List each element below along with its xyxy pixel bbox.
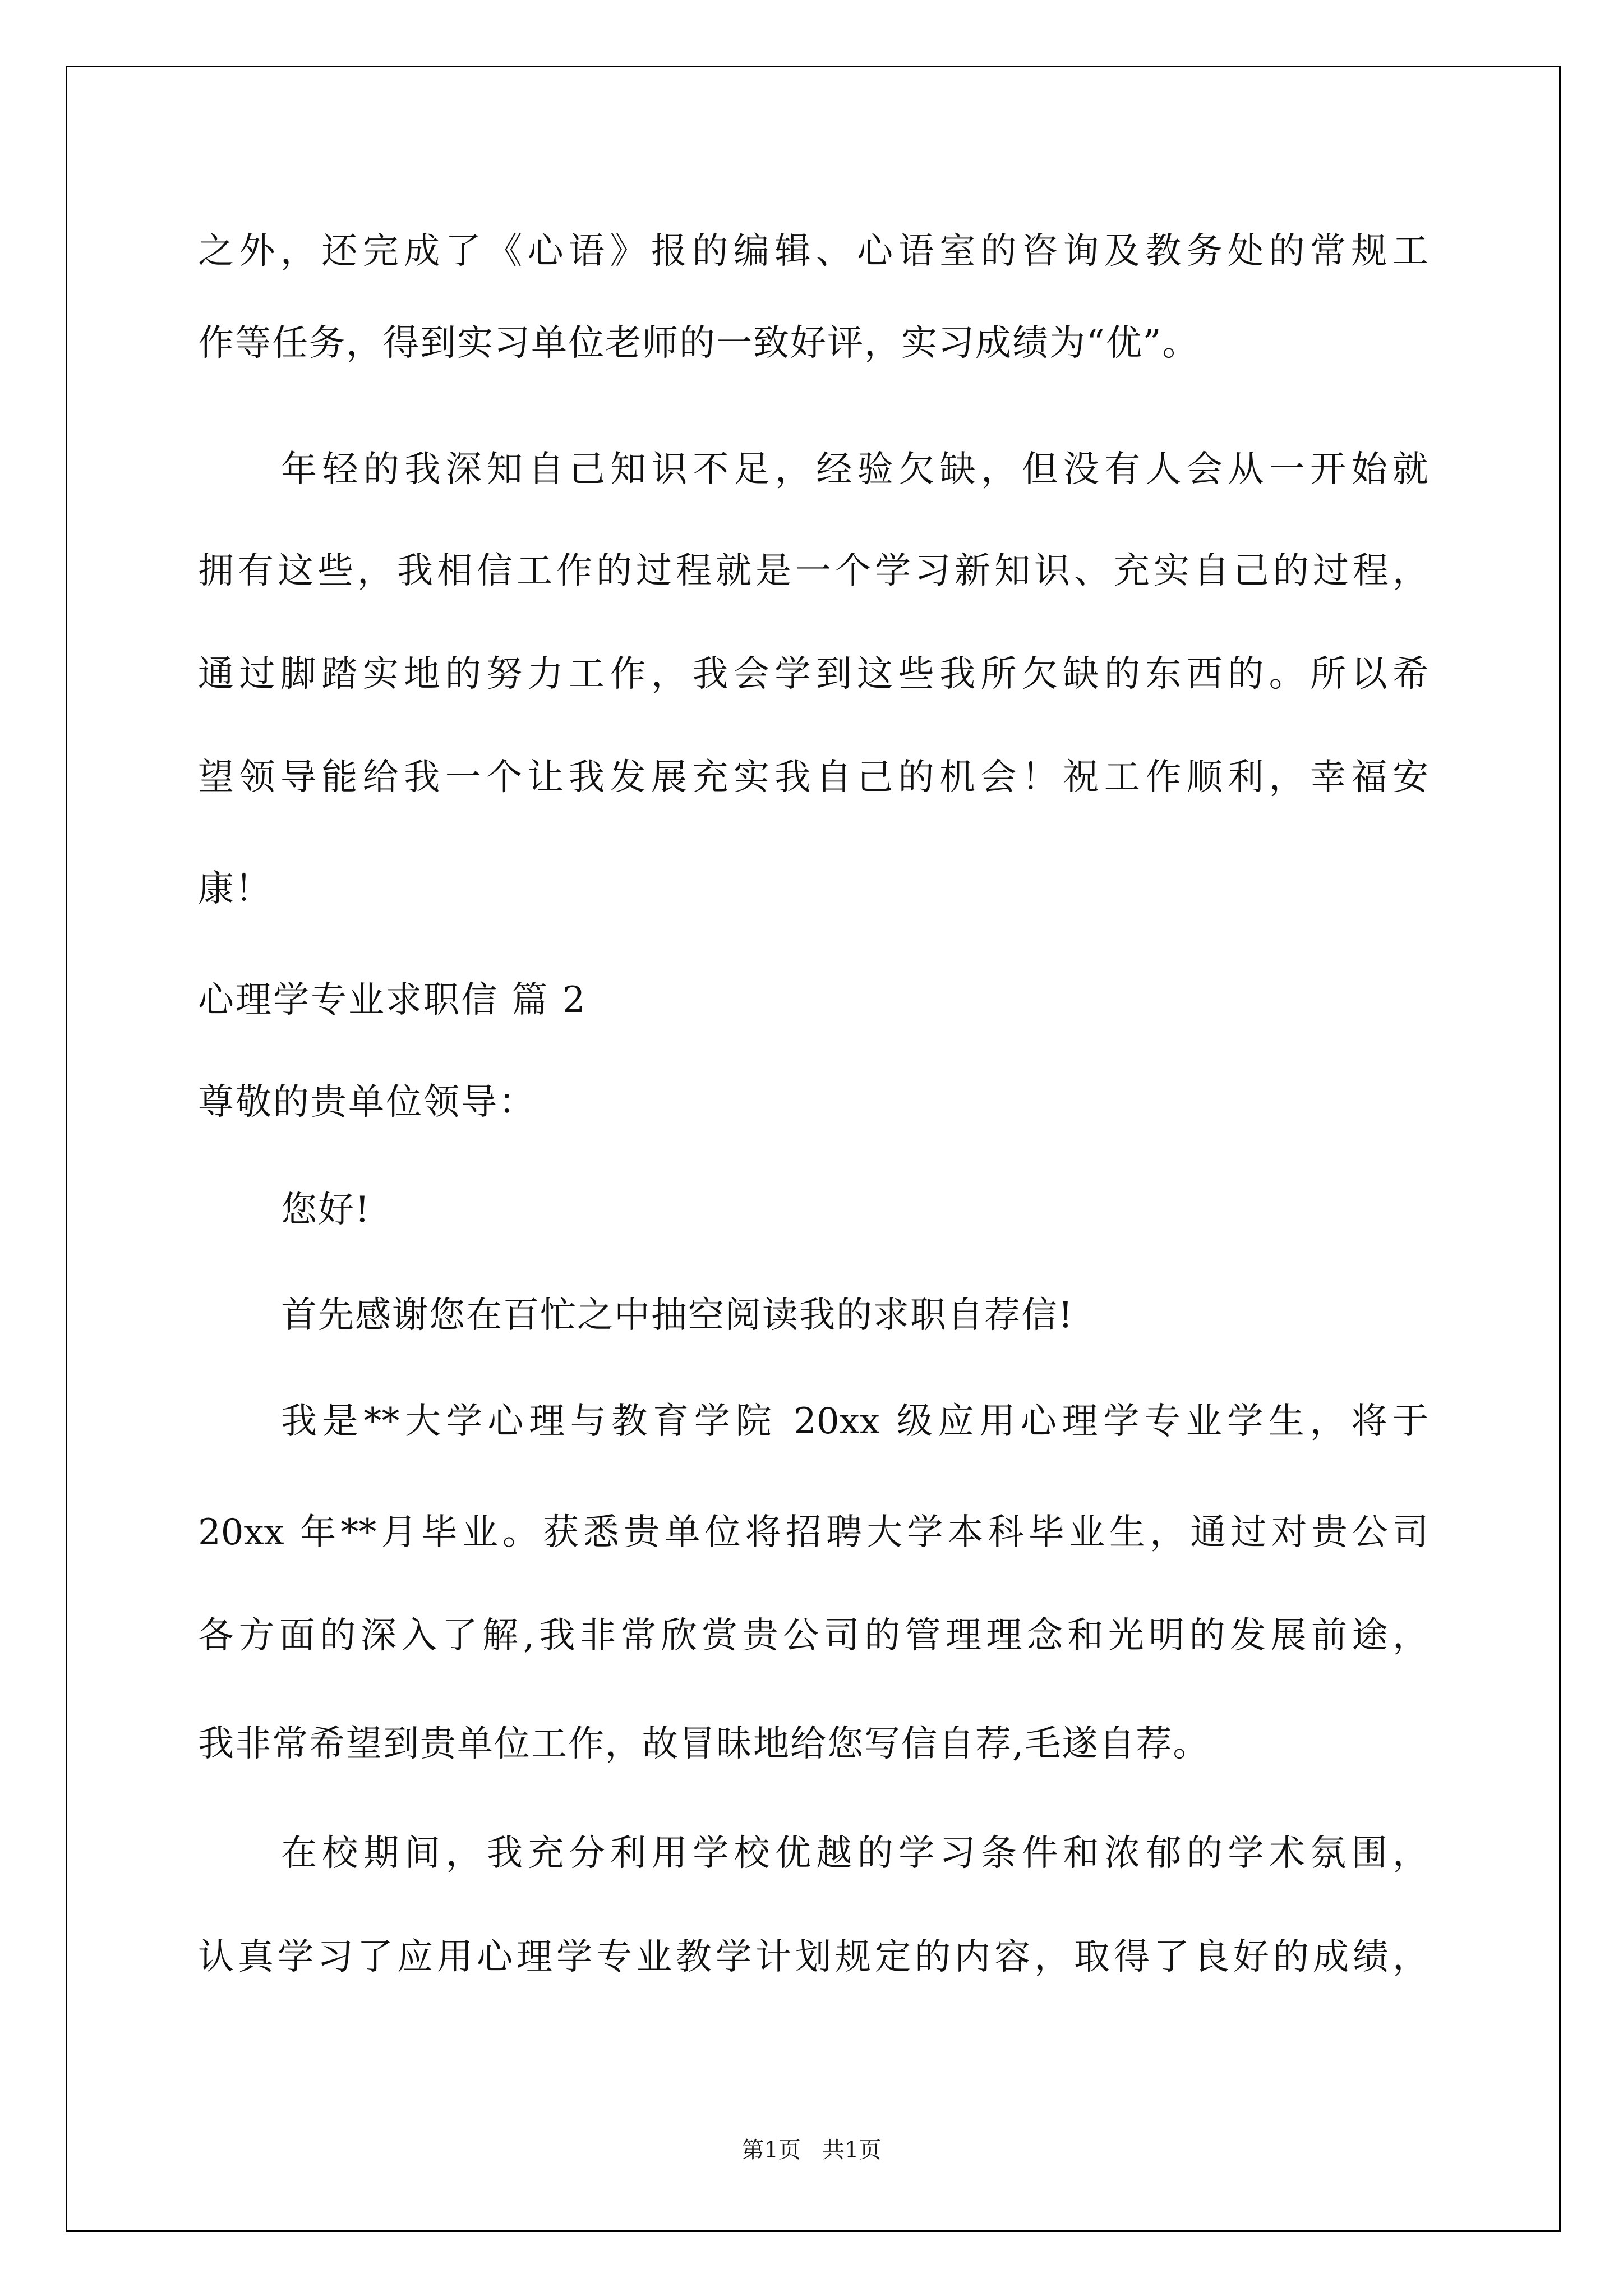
body-line-7: 康！	[198, 868, 272, 910]
body-line-12: 我是**大学心理与教育学院 20xx 级应用心理学专业学生，将于	[281, 1401, 1428, 1442]
body-line-15: 我非常希望到贵单位工作，故冒昧地给您写信自荐,毛遂自荐。	[198, 1723, 1210, 1765]
body-line-2: 作等任务，得到实习单位老师的一致好评，实习成绩为“优”。	[198, 323, 1200, 364]
body-line-5: 通过脚踏实地的努力工作，我会学到这些我所欠缺的东西的。所以希	[198, 654, 1428, 695]
body-line-6: 望领导能给我一个让我发展充实我自己的机会！祝工作顺利，幸福安	[198, 757, 1428, 798]
body-line-13: 20xx 年**月毕业。获悉贵单位将招聘大学本科毕业生，通过对贵公司	[198, 1512, 1428, 1553]
body-line-4: 拥有这些，我相信工作的过程就是一个学习新知识、充实自己的过程，	[198, 550, 1428, 592]
body-line-3: 年轻的我深知自己知识不足，经验欠缺，但没有人会从一开始就	[281, 449, 1428, 490]
salutation: 尊敬的贵单位领导：	[198, 1082, 536, 1123]
body-line-14: 各方面的深入了解,我非常欣赏贵公司的管理理念和光明的发展前途，	[198, 1615, 1428, 1657]
page-footer: 第1页 共1页	[741, 2137, 882, 2163]
body-line-16: 在校期间，我充分利用学校优越的学习条件和浓郁的学术氛围，	[281, 1833, 1428, 1874]
body-line-11: 首先感谢您在百忙之中抽空阅读我的求职自荐信!	[281, 1295, 1074, 1336]
section-heading: 心理学专业求职信 篇 2	[198, 979, 587, 1021]
body-line-17: 认真学习了应用心理学专业教学计划规定的内容，取得了良好的成绩，	[198, 1936, 1428, 1978]
greeting: 您好!	[281, 1189, 371, 1231]
page-border	[66, 66, 1561, 2232]
body-line-1: 之外，还完成了《心语》报的编辑、心语室的咨询及教务处的常规工	[198, 231, 1428, 272]
